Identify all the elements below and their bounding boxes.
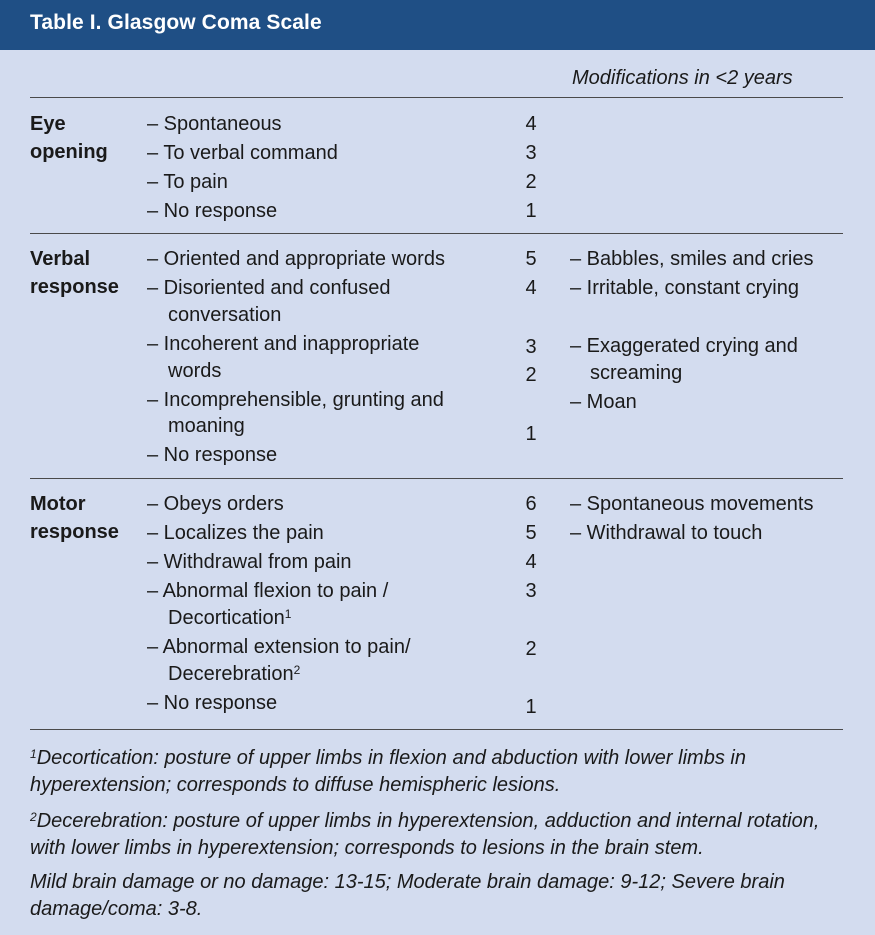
- verbal-score: 2: [525, 364, 537, 386]
- eye-item: – To verbal command: [147, 142, 338, 164]
- section-rule: [30, 478, 843, 479]
- eye-item: – No response: [147, 200, 278, 222]
- verbal-mod: – Irritable, constant crying: [570, 277, 799, 299]
- footnote-ref-1: 1: [284, 607, 292, 621]
- motor-label-line1: Motor: [30, 493, 86, 515]
- motor-item: – Localizes the pain: [147, 522, 324, 544]
- motor-item: – Abnormal extension to pain/: [147, 636, 411, 658]
- table-title: Table I. Glasgow Coma Scale: [30, 11, 322, 34]
- verbal-score: 3: [525, 336, 537, 358]
- motor-score: 1: [525, 696, 537, 718]
- eye-score: 3: [525, 142, 537, 164]
- verbal-item: – Incoherent and inappropriate: [147, 333, 420, 355]
- motor-item: – Abnormal flexion to pain /: [147, 580, 389, 602]
- verbal-item: – No response: [147, 444, 278, 466]
- motor-score: 2: [525, 638, 537, 660]
- section-rule: [30, 233, 843, 234]
- verbal-score: 1: [525, 423, 537, 445]
- verbal-label-line1: Verbal: [30, 248, 91, 270]
- eye-label-line1: Eye: [30, 113, 66, 135]
- verbal-item-cont: conversation: [168, 304, 282, 326]
- footnote-2: $^2$Decerebration: posture of upper limbs in hyperextension, adduction and internal rotation, with lower limbs in hyperextension; corresponds to lesions in the brain stem.: [30, 810, 820, 859]
- motor-score: 4: [525, 551, 537, 573]
- verbal-mod: – Babbles, smiles and cries: [570, 248, 814, 270]
- verbal-item: – Oriented and appropriate words: [147, 248, 445, 270]
- verbal-item: – Disoriented and confused: [147, 277, 391, 299]
- modifications-header: Modifications in <2 years: [572, 67, 793, 89]
- verbal-mod-cont: screaming: [590, 362, 683, 384]
- motor-score: 6: [525, 493, 537, 515]
- verbal-score: 5: [525, 248, 537, 270]
- verbal-mod: – Exaggerated crying and: [570, 335, 798, 357]
- table-title-bar: [0, 0, 875, 50]
- header-rule: [30, 97, 843, 98]
- severity-note: Mild brain damage or no damage: 13-15; Moderate brain damage: 9-12; Severe brain damage/coma: 3-8.: [30, 871, 785, 920]
- eye-score: 2: [525, 171, 537, 193]
- motor-item: – No response: [147, 692, 278, 714]
- eye-score: 4: [525, 113, 537, 135]
- motor-score: 5: [525, 522, 537, 544]
- verbal-item: – Incomprehensible, grunting and: [147, 389, 444, 411]
- motor-item: – Obeys orders: [147, 493, 284, 515]
- verbal-score: 4: [525, 277, 537, 299]
- eye-item: – To pain: [147, 171, 228, 193]
- eye-label-line2: opening: [30, 141, 108, 163]
- motor-mod: – Spontaneous movements: [570, 493, 814, 515]
- footnote-1: $^1$Decortication: posture of upper limbs in flexion and abduction with lower limbs in hyperextension; corresponds to diffuse hemispheric lesions.: [30, 747, 746, 796]
- motor-label-line2: response: [30, 521, 119, 543]
- motor-item: – Withdrawal from pain: [147, 551, 352, 573]
- motor-item-cont: Decortication$^1$: [168, 607, 292, 629]
- motor-item-cont: Decerebration$^2$: [168, 663, 301, 685]
- eye-item: – Spontaneous: [147, 113, 282, 135]
- verbal-label-line2: response: [30, 276, 119, 298]
- verbal-item-cont: moaning: [168, 415, 245, 437]
- eye-score: 1: [525, 200, 537, 222]
- footnote-ref-2: 2: [293, 663, 301, 677]
- motor-score: 3: [525, 580, 537, 602]
- motor-mod: – Withdrawal to touch: [570, 522, 763, 544]
- verbal-item-cont: words: [168, 360, 222, 382]
- section-rule: [30, 729, 843, 730]
- verbal-mod: – Moan: [570, 391, 637, 413]
